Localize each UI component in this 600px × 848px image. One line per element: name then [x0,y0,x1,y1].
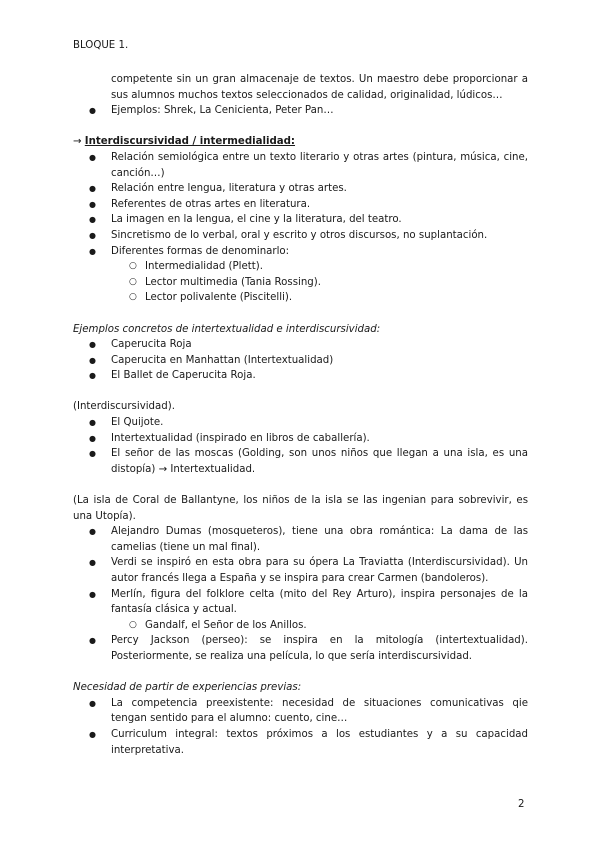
list-item: ● Relación entre lengua, literatura y otras artes. [73,181,528,197]
quijote-list [73,415,528,477]
coral-list [73,524,528,618]
section-heading-interdiscursividad [73,134,528,150]
paragraph-interdiscursividad: (Interdiscursividad). [73,401,175,413]
section-heading-necesidad: Necesidad de partir de experiencias previas: [73,682,302,694]
list-item: ● La imagen en la lengua, el cine y la literatura, del teatro. [73,212,528,228]
page-content [73,72,528,758]
interdiscursividad-list [73,150,528,259]
list-item: ● Alejandro Dumas (mosqueteros), tiene una obra romántica: La dama de las camelias (tiene un mal final). [73,524,528,555]
list-item: ● Curriculum integral: textos próximos a los estudiantes y a su capacidad interpretativa. [73,727,528,758]
page-number: 2 [518,799,525,810]
page-header: BLOQUE 1. [73,40,129,51]
list-item: ● El señor de las moscas (Golding, son unos niños que llegan a una isla, es una distopía) → Intertextualidad. [73,446,528,477]
list-item: ● La competencia preexistente: necesidad de situaciones comunicativas qie tengan sentido para el alumno: cuento, cine… [73,696,528,727]
list-item: ● Verdi se inspiró en esta obra para su ópera La Traviatta (Interdiscursividad). Un autor francés llega a España y se inspira para crear Carmen (bandoleros). [73,555,528,586]
arrow-icon: → [73,136,85,148]
list-item: ● Relación semiológica entre un texto literario y otras artes (pintura, música, cine, canción…) [73,150,528,181]
sublist-item: ○ Gandalf, el Señor de los Anillos. [73,618,528,634]
ejemplos-list [73,337,528,384]
list-item: ● Diferentes formas de denominarlo: [73,244,528,260]
list-item: ● Ejemplos: Shrek, La Cenicienta, Peter Pan… [73,103,528,119]
list-item: ● Percy Jackson (perseo): se inspira en la mitología (intertextualidad). Posteriormente, se realiza una película, lo que sería interdiscursividad. [73,633,528,664]
denominaciones-sublist [73,259,528,306]
intro-list [73,103,528,119]
list-item: ● Referentes de otras artes en literatura. [73,197,528,213]
section-heading-ejemplos: Ejemplos concretos de intertextualidad e interdiscursividad: [73,323,381,335]
list-item: ● Caperucita en Manhattan (Intertextualidad) [73,353,528,369]
paragraph-isla-de-coral: (La isla de Coral de Ballantyne, los niños de la isla se las ingenian para sobrevivir, es una Utopía). [73,495,528,522]
percy-list [73,633,528,664]
list-item: ● Intertextualidad (inspirado en libros de caballería). [73,431,528,447]
necesidad-list [73,696,528,758]
list-item: ● El Ballet de Caperucita Roja. [73,368,528,384]
continuation-text: competente sin un gran almacenaje de textos. Un maestro debe proporcionar a sus alumnos muchos textos seleccionados de calidad, originalidad, lúdicos… [111,74,528,101]
merlin-sublist [73,618,528,634]
heading-text: Interdiscursividad / intermedialidad: [84,136,296,148]
sublist-item: ○ Lector multimedia (Tania Rossing). [73,275,528,291]
list-item: ● Merlín, figura del folklore celta (mito del Rey Arturo), inspira personajes de la fantasía clásica y actual. [73,587,528,618]
list-item: ● Caperucita Roja [73,337,528,353]
list-item: ● El Quijote. [73,415,528,431]
sublist-item: ○ Intermedialidad (Plett). [73,259,528,275]
sublist-item: ○ Lector polivalente (Piscitelli). [73,290,528,306]
list-item: ● Sincretismo de lo verbal, oral y escrito y otros discursos, no suplantación. [73,228,528,244]
